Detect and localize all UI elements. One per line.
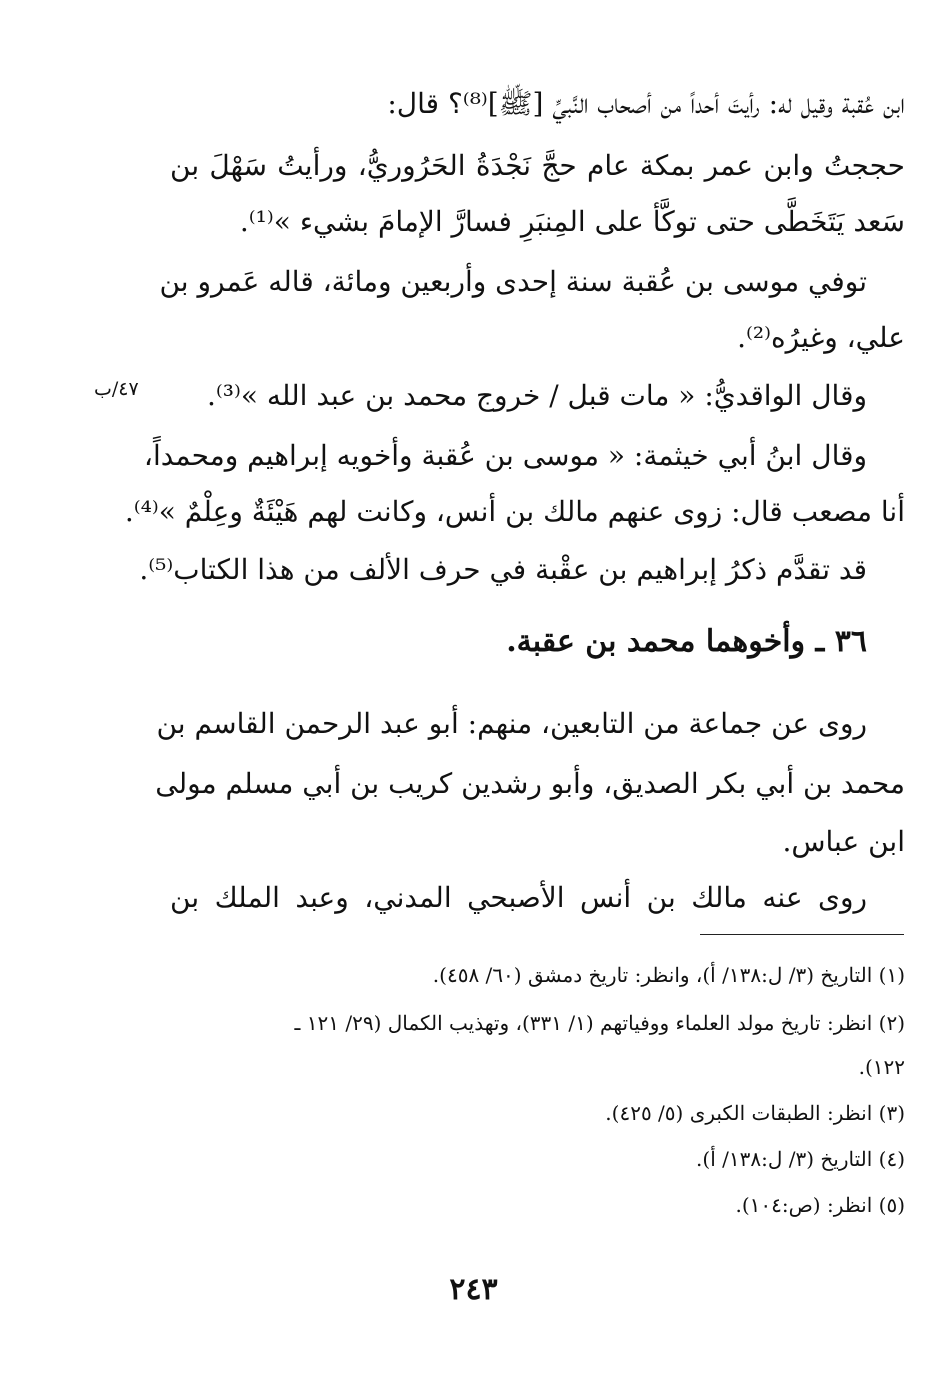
body-line-4: توفي موسى بن عُقبة سنة إحدى وأربعين ومائة، قاله عَمرو بن [159,265,867,298]
footnote-1: (١) التاريخ (٣/ ل:١٣٨/ أ)، وانظر: تاريخ دمشق (٦٠/ ٤٥٨). [432,963,905,987]
body-line-7: وقال ابنُ أبي خيثمة: « موسى بن عُقبة وأخويه إبراهيم ومحمداً، [143,439,867,472]
entry-line-2: محمد بن أبي بكر الصديق، وأبو رشدين كريب بن أبي مسلم مولى [155,767,905,800]
body-line-1: ابن عُقبة وقيل له: رأيتَ أحداً من أصحاب النَّبيِّ [ﷺ]⁽⁸⁾؟ قال: [387,87,905,120]
footnote-2: (٢) انظر: تاريخ مولد العلماء ووفياتهم (١/ ٣٣١)، وتهذيب الكمال (٢٩/ ١٢١ ـ [294,1011,905,1035]
manuscript-folio-note: ٤٧/ب [94,378,139,400]
entry-line-4: روى عنه مالك بن أنس الأصبحي المدني، وعبد الملك بن [170,881,867,914]
body-line-9: قد تقدَّم ذكرُ إبراهيم بن عقْبة في حرف الألف من هذا الكتاب⁽⁵⁾. [139,553,867,586]
body-line-8: أنا مصعب قال: زوى عنهم مالك بن أنس، وكانت لهم هَيْئَةٌ وعِلْمٌ »⁽⁴⁾. [124,495,905,528]
entry-line-3: ابن عباس. [782,825,905,858]
footnote-4: (٤) التاريخ (٣/ ل:١٣٨/ أ). [696,1147,905,1171]
body-line-2: حججتُ وابن عمر بمكة عام حجَّ نَجْدَةُ الحَرُوريُّ، ورأيتُ سَهْلَ بن [170,149,905,182]
entry-heading: ٣٦ ـ وأخوهما محمد بن عقبة. [506,624,867,659]
entry-line-1: روى عن جماعة من التابعين، منهم: أبو عبد الرحمن القاسم بن [156,707,867,740]
footnote-2-continued: ١٢٢). [858,1055,905,1079]
page-number: ٢٤٣ [449,1272,498,1307]
body-line-6: وقال الواقديُّ: « مات قبل / خروج محمد بن عبد الله »⁽³⁾. [206,379,867,412]
footnote-5: (٥) انظر: (ص:١٠٤). [735,1193,905,1217]
body-line-5: علي، وغيرُه⁽²⁾. [737,321,905,354]
footnote-3: (٣) انظر: الطبقات الكبرى (٥/ ٤٢٥). [605,1101,905,1125]
footnote-separator [700,934,904,935]
body-line-3: سَعد يَتَخَطَّى حتى توكَّأ على المِنبَرِ فسارَّ الإمامَ بشيء »⁽¹⁾. [239,205,905,238]
